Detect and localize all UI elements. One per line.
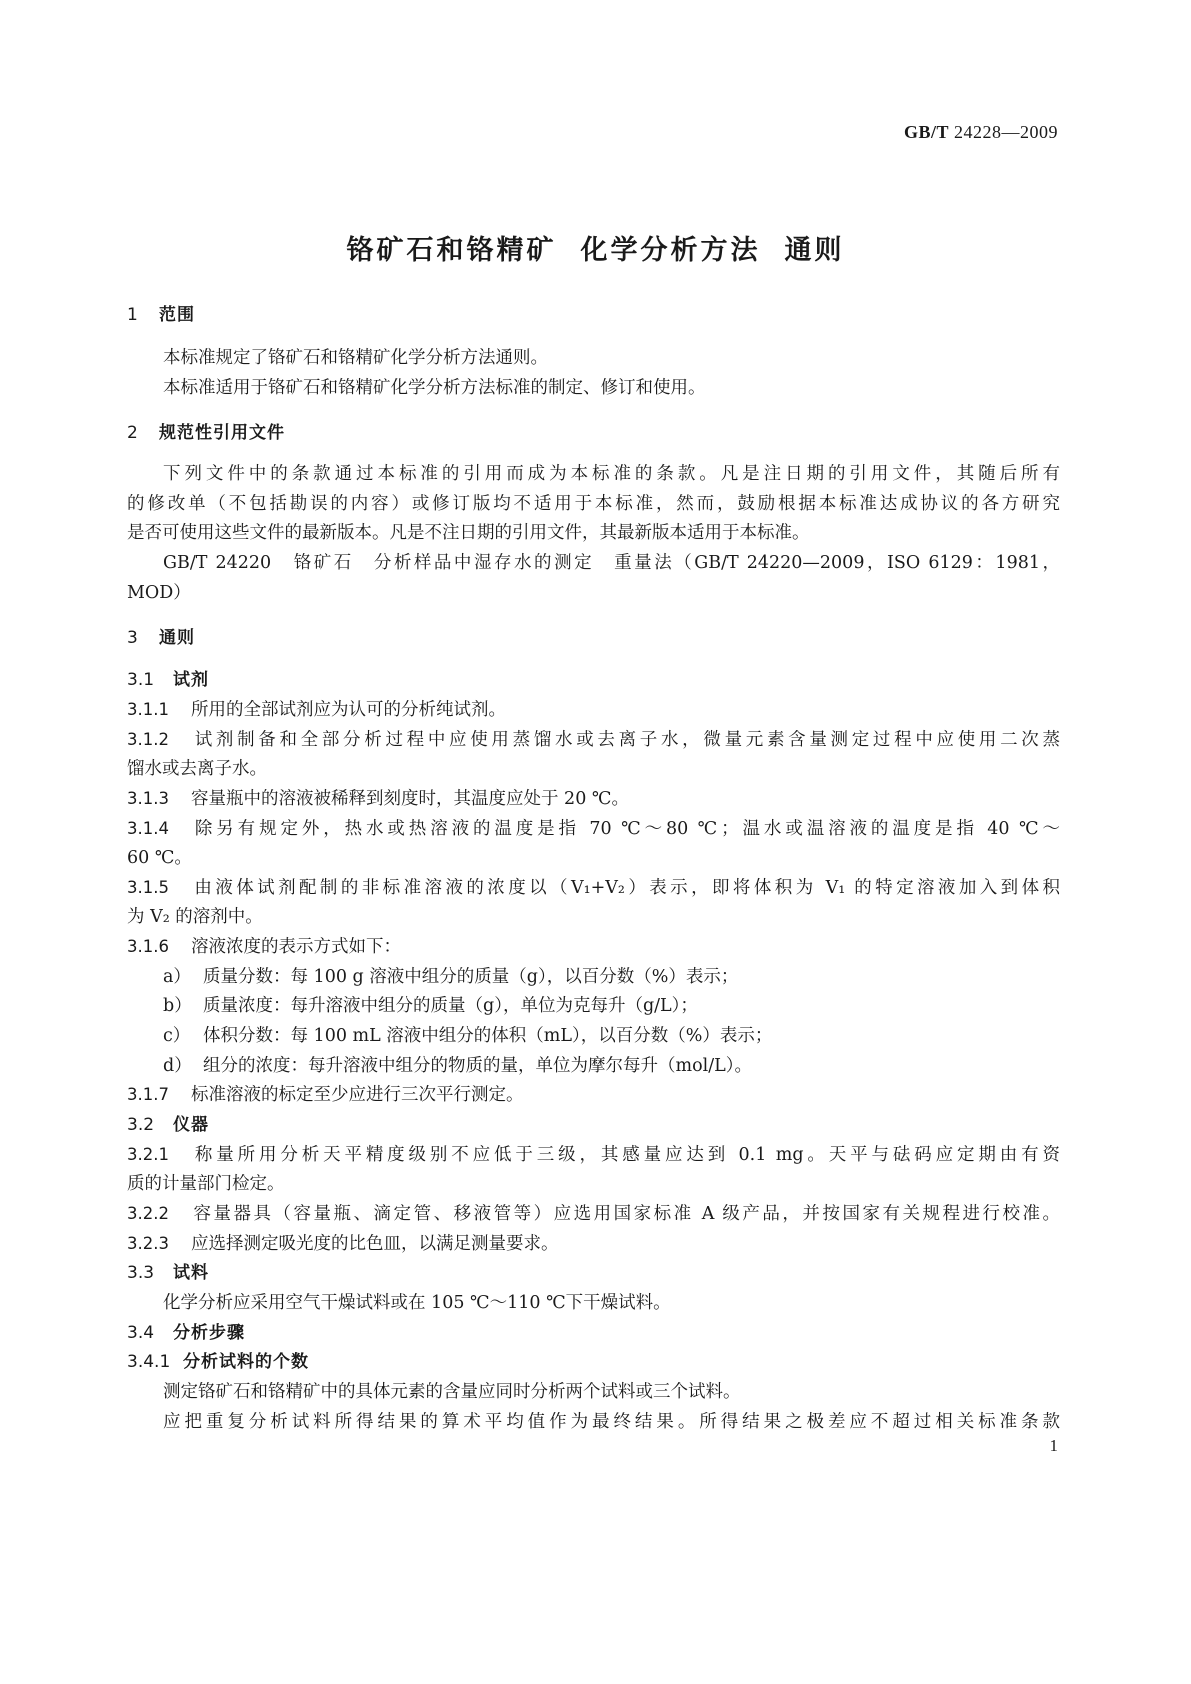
- section-3-heading: 3 通则: [127, 628, 195, 648]
- clause-3-2-3: 3.2.3 应选择测定吸光度的比色皿，以满足测量要求。: [127, 1234, 559, 1254]
- clause-3-2-1-cont: 质的计量部门检定。: [127, 1174, 285, 1194]
- clause-3-1-2: 3.1.2 试剂制备和全部分析过程中应使用蒸馏水或去离子水，微量元素含量测定过程中应使用二次蒸: [127, 730, 1060, 750]
- clause-3-3-heading: 3.3 试料: [127, 1263, 209, 1283]
- clause-3-4-1-heading: 3.4.1 分析试料的个数: [127, 1352, 309, 1372]
- list-item-d: d） 组分的浓度：每升溶液中组分的物质的量，单位为摩尔每升（mol/L）。: [163, 1056, 752, 1076]
- section-2-line-1: 下列文件中的条款通过本标准的引用而成为本标准的条款。凡是注日期的引用文件，其随后所有: [163, 464, 1060, 484]
- section-2-line-2: 的修改单（不包括勘误的内容）或修订版均不适用于本标准，然而，鼓励根据本标准达成协议的各方研究: [127, 494, 1060, 514]
- clause-3-1-4-cont: 60 ℃。: [127, 848, 192, 868]
- normative-reference-cont: MOD）: [127, 583, 191, 603]
- list-item-c: c） 体积分数：每 100 mL 溶液中组分的体积（mL），以百分数（%）表示；: [163, 1026, 773, 1046]
- standard-code: GB/T 24228—2009: [903, 122, 1058, 142]
- clause-3-1-heading: 3.1 试剂: [127, 670, 209, 690]
- section-1-paragraph-1: 本标准规定了铬矿石和铬精矿化学分析方法通则。: [163, 348, 548, 368]
- section-1-heading: 1 范围: [127, 305, 195, 325]
- clause-3-3-text: 化学分析应采用空气干燥试料或在 105 ℃～110 ℃下干燥试料。: [163, 1293, 671, 1313]
- clause-3-1-6: 3.1.6 溶液浓度的表示方式如下：: [127, 937, 401, 957]
- clause-3-1-7: 3.1.7 标准溶液的标定至少应进行三次平行测定。: [127, 1085, 524, 1105]
- title-part-3: 通则: [784, 235, 845, 266]
- clause-3-1-3: 3.1.3 容量瓶中的溶液被稀释到刻度时，其温度应处于 20 ℃。: [127, 789, 629, 809]
- clause-3-2-heading: 3.2 仪器: [127, 1115, 209, 1135]
- clause-3-1-5-cont: 为 V₂ 的溶剂中。: [127, 907, 263, 927]
- clause-3-1-2-cont: 馏水或去离子水。: [127, 759, 267, 779]
- list-item-b: b） 质量浓度：每升溶液中组分的质量（g），单位为克每升（g/L）；: [163, 996, 698, 1016]
- clause-3-2-1: 3.2.1 称量所用分析天平精度级别不应低于三级，其感量应达到 0.1 mg。天平与砝码应定期由有资: [127, 1145, 1060, 1165]
- clause-3-2-2: 3.2.2 容量器具（容量瓶、滴定管、移液管等）应选用国家标准 A 级产品，并按国家有关规程进行校准。: [127, 1204, 1060, 1224]
- section-2-heading: 2 规范性引用文件: [127, 423, 285, 443]
- title-part-1: 铬矿石和铬精矿: [346, 235, 557, 266]
- document-title: [0, 228, 1191, 267]
- section-2-line-3: 是否可使用这些文件的最新版本。凡是不注日期的引用文件，其最新版本适用于本标准。: [127, 523, 810, 543]
- clause-3-1-1: 3.1.1 所用的全部试剂应为认可的分析纯试剂。: [127, 700, 506, 720]
- clause-3-4-1-paragraph-2: 应把重复分析试料所得结果的算术平均值作为最终结果。所得结果之极差应不超过相关标准条款: [163, 1412, 1060, 1432]
- title-part-2: 化学分析方法: [580, 235, 761, 266]
- clause-3-1-4: 3.1.4 除另有规定外，热水或热溶液的温度是指 70 ℃～80 ℃；温水或温溶液的温度是指 40 ℃～: [127, 819, 1060, 839]
- clause-3-4-1-paragraph-1: 测定铬矿石和铬精矿中的具体元素的含量应同时分析两个试料或三个试料。: [163, 1382, 741, 1402]
- normative-reference: GB/T 24220 铬矿石 分析样品中湿存水的测定 重量法（GB/T 24220—2009，ISO 6129：1981，: [163, 553, 1060, 573]
- clause-3-1-5: 3.1.5 由液体试剂配制的非标准溶液的浓度以（V₁+V₂）表示，即将体积为 V₁ 的特定溶液加入到体积: [127, 878, 1060, 898]
- section-1-paragraph-2: 本标准适用于铬矿石和铬精矿化学分析方法标准的制定、修订和使用。: [163, 378, 706, 398]
- clause-3-4-heading: 3.4 分析步骤: [127, 1323, 245, 1343]
- list-item-a: a） 质量分数：每 100 g 溶液中组分的质量（g），以百分数（%）表示；: [163, 967, 739, 987]
- page-number: 1: [1049, 1436, 1058, 1455]
